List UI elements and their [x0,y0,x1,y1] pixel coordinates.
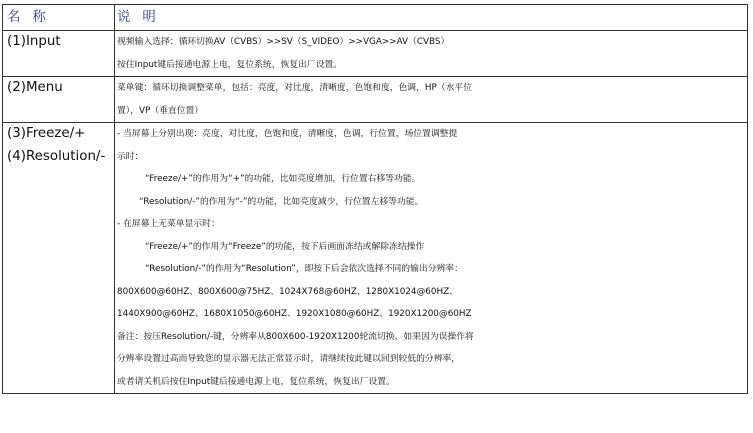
spec-table [2,4,748,394]
header-name: 名称 [7,10,58,25]
header-name-cell [3,5,115,31]
row-name-cell [3,123,115,394]
desc-line: - 当屏幕上分别出现：亮度，对比度，色饱和度，清晰度，色调，行位置，场位置调整提 [117,129,458,139]
desc-line: 分辨率设置过高而导致您的显示器无法正常显示时，请继续按此键以回到较低的分辨率， [117,354,461,364]
header-desc-cell [115,5,748,31]
key-name-freeze: (3)Freeze/+ [7,126,86,141]
desc-line: 按住Input键后接通电源上电，复位系统，恢复出厂设置。 [117,59,343,70]
desc-line: - 在屏幕上无菜单显示时： [117,219,220,229]
desc-line: 或者请关机后按住Input键后接通电源上电，复位系统，恢复出厂设置。 [117,376,395,387]
row-desc-cell [115,123,748,394]
desc-line: “Resolution/-”的作用为“-”的功能，比如亮度减少，行位置左移等功能。 [139,196,424,207]
desc-line: 800X600@60HZ、800X600@75HZ、1024X768@60HZ、1280X1024@60HZ、 [117,286,458,297]
row-desc-cell [115,31,748,77]
desc-line: 菜单键：循环切换调整菜单，包括：亮度，对比度，清晰度，色饱和度，色调，HP（水平位 [117,83,473,93]
key-name-menu: (2)Menu [7,80,63,95]
desc-line: 示时： [117,151,144,162]
header-row [3,5,748,31]
header-desc: 说明 [117,10,168,25]
desc-line: “Freeze/+”的作用为“Freeze”的功能，按下后画面冻结或解除冻结操作 [145,241,425,252]
row-name-cell [3,77,115,123]
table-row [3,31,748,77]
row-name-cell [3,31,115,77]
key-name-resolution: (4)Resolution/- [7,148,106,164]
desc-line: 视频输入选择：循环切换AV（CVBS）>>SV（S_VIDEO）>>VGA>>AV（CVBS） [117,37,450,47]
table-row [3,77,748,123]
desc-line: 1440X900@60HZ、1680X1050@60HZ、1920X1080@60HZ、1920X1200@60HZ [117,309,472,319]
key-name-input: (1)Input [7,34,61,49]
row-desc-cell [115,77,748,123]
desc-line: “Resolution/-”的作用为“Resolution”，即按下后会依次选择不同的输出分辨率： [145,264,463,274]
table-row [3,123,748,394]
desc-line: 置），VP（垂直位置） [117,105,204,116]
desc-line: “Freeze/+”的作用为“+”的功能，比如亮度增加，行位置右移等功能。 [145,174,421,184]
desc-line: 备注：按压Resolution/-键，分辨率从800X600-1920X1200轮流切换，如果因为误操作将 [117,331,474,342]
